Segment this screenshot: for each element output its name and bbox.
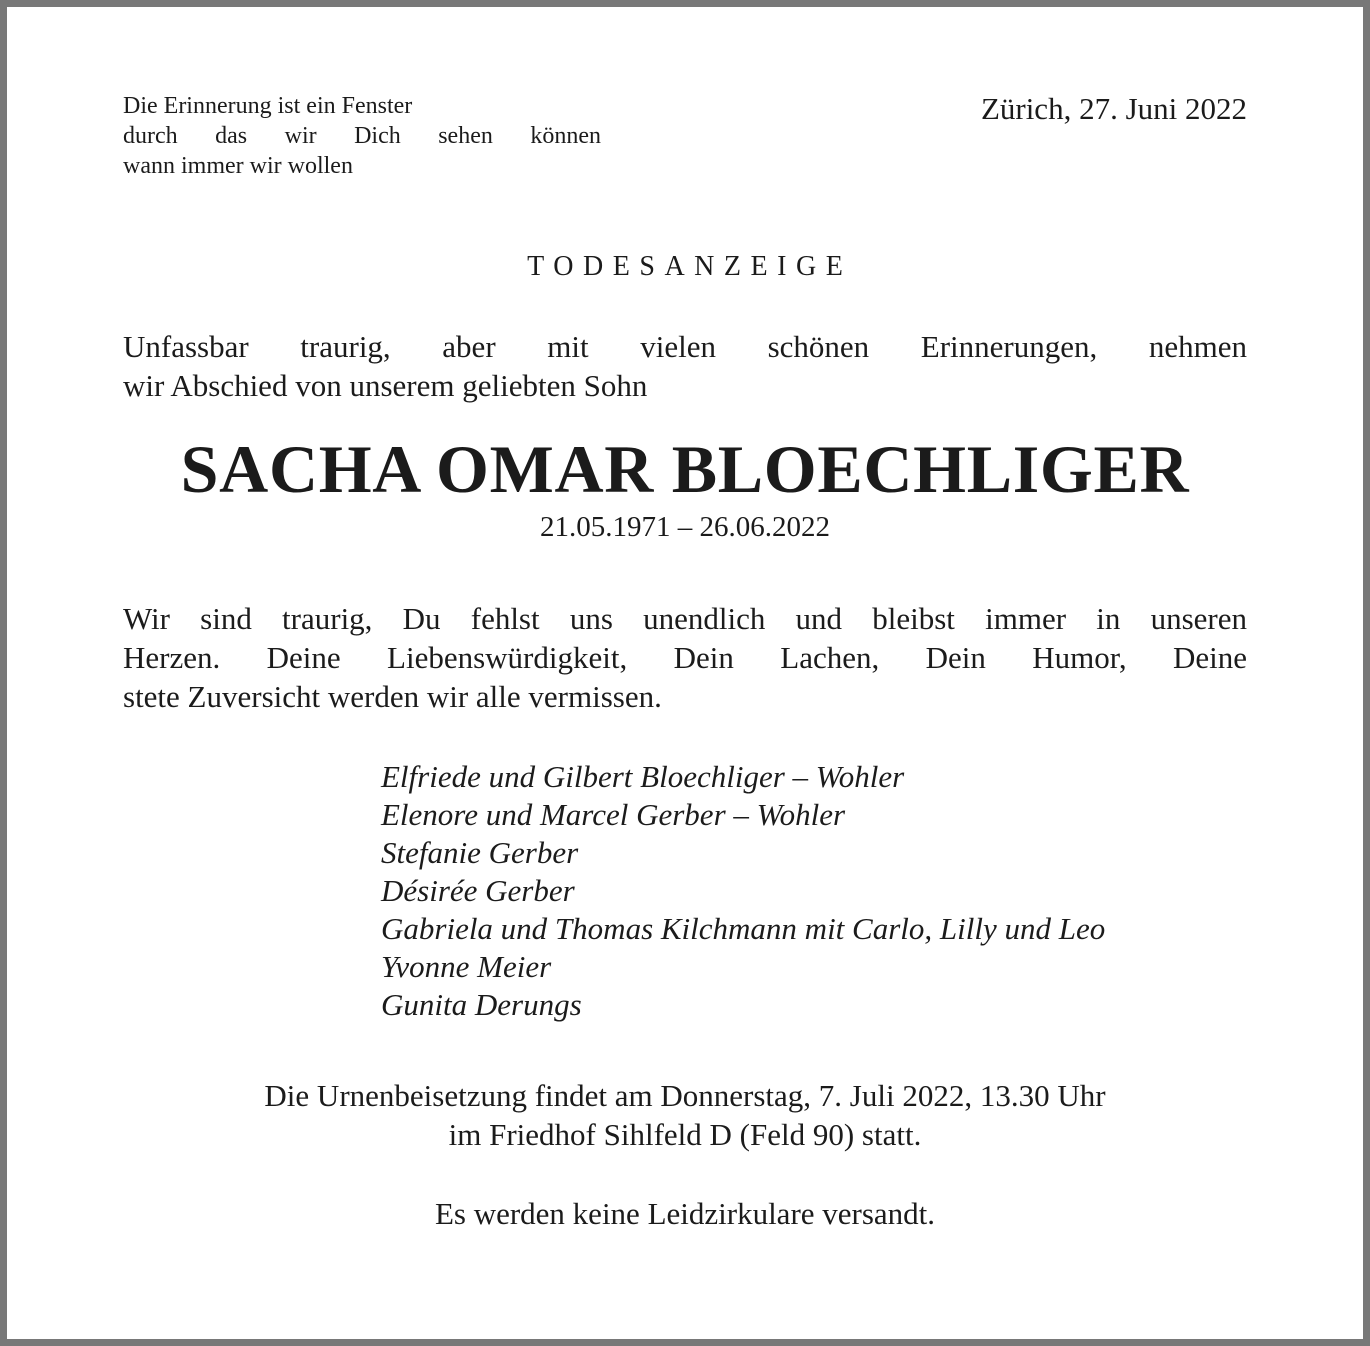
funeral-announcement — [123, 1076, 1247, 1154]
intro-line-2: wir Abschied von unserem geliebten Sohn — [123, 368, 648, 403]
mourners-list — [381, 758, 1247, 1024]
mourner-entry: Elenore und Marcel Gerber – Wohler — [381, 797, 846, 832]
epigraph-line-2: durch das wir Dich sehen können — [123, 123, 601, 149]
header-row — [123, 91, 1247, 181]
epigraph — [123, 91, 601, 181]
closing-note: Es werden keine Leidzirkulare versandt. — [434, 1196, 936, 1231]
notice-heading: TODESANZEIGE — [527, 251, 853, 282]
obituary-content — [7, 7, 1363, 1339]
tribute-line-3: stete Zuversicht werden wir alle vermissen. — [123, 679, 662, 714]
tribute-line-1: Wir sind traurig, Du fehlst uns unendlich und bleibst immer in unseren — [123, 601, 1247, 636]
mourner-entry: Désirée Gerber — [381, 873, 575, 908]
life-dates: 21.05.1971 – 26.06.2022 — [540, 511, 830, 543]
funeral-line-2: im Friedhof Sihlfeld D (Feld 90) statt. — [448, 1117, 922, 1152]
intro-paragraph — [123, 327, 1247, 405]
tribute-line-2: Herzen. Deine Liebenswürdigkeit, Dein Lachen, Dein Humor, Deine — [123, 640, 1247, 675]
place-date: Zürich, 27. Juni 2022 — [980, 91, 1247, 126]
epigraph-line-1: Die Erinnerung ist ein Fenster — [123, 93, 413, 119]
funeral-line-1: Die Urnenbeisetzung findet am Donnerstag, 7. Juli 2022, 13.30 Uhr — [264, 1078, 1106, 1113]
mourner-entry: Yvonne Meier — [381, 949, 552, 984]
epigraph-line-3: wann immer wir wollen — [123, 153, 353, 179]
intro-line-1: Unfassbar traurig, aber mit vielen schönen Erinnerungen, nehmen — [123, 329, 1247, 364]
deceased-name: SACHA OMAR BLOECHLIGER — [180, 431, 1190, 507]
mourner-entry: Gabriela und Thomas Kilchmann mit Carlo, Lilly und Leo — [381, 911, 1106, 946]
tribute-paragraph — [123, 599, 1247, 716]
mourner-entry: Elfriede und Gilbert Bloechliger – Wohler — [381, 759, 905, 794]
mourner-entry: Gunita Derungs — [381, 987, 582, 1022]
mourner-entry: Stefanie Gerber — [381, 835, 579, 870]
